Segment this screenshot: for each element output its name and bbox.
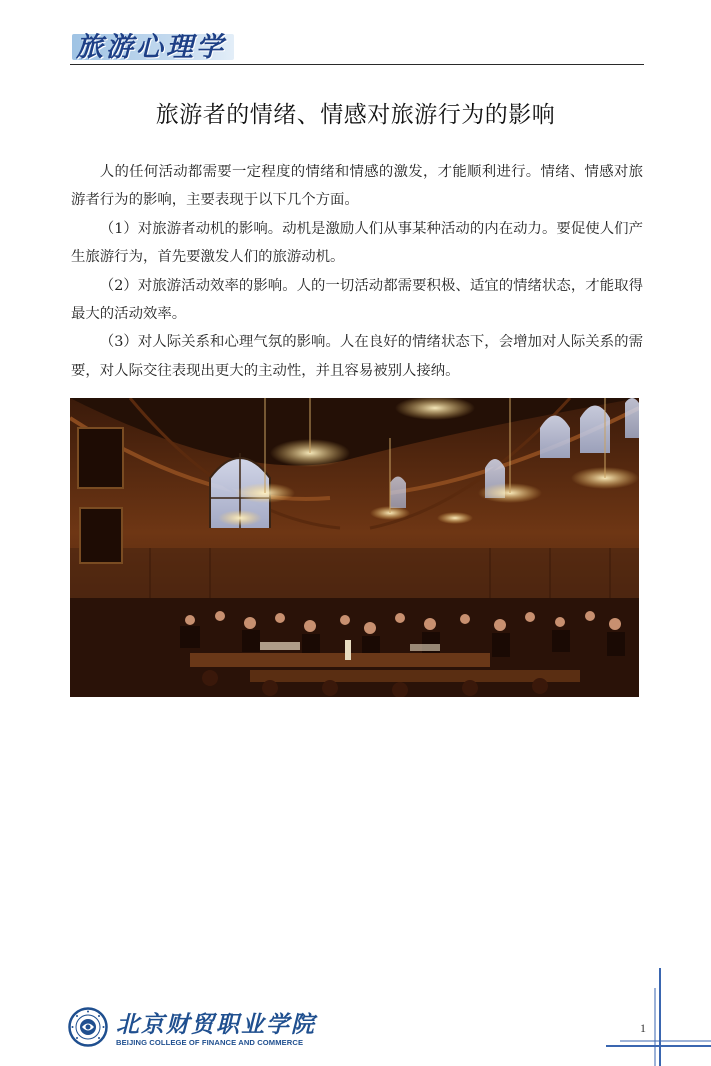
dining-hall-photo xyxy=(70,398,639,697)
college-seal-icon xyxy=(68,1007,108,1047)
page-corner-decoration xyxy=(600,968,711,1066)
page-number: 1 xyxy=(640,1021,646,1035)
course-title: 旅游心理学 xyxy=(76,32,226,63)
header-divider xyxy=(70,64,644,65)
college-name-chinese: 北京财贸职业学院 xyxy=(116,1011,316,1038)
paragraph-point-2: （2）对旅游活动效率的影响。人的一切活动都需要积极、适宜的情绪状态，才能取得最大的活动效率。 xyxy=(71,277,643,323)
document-title: 旅游者的情绪、情感对旅游行为的影响 xyxy=(155,102,556,128)
page-header xyxy=(70,22,644,66)
document-body xyxy=(71,158,643,385)
college-name-english: BEIJING COLLEGE OF FINANCE AND COMMERCE xyxy=(116,1038,304,1047)
dining-hall-illustration xyxy=(70,398,639,697)
paragraph-point-3: （3）对人际关系和心理气氛的影响。人在良好的情绪状态下，会增加对人际关系的需要，对人际交往表现出更大的主动性，并且容易被别人接纳。 xyxy=(71,334,643,379)
college-logo xyxy=(68,1006,328,1052)
paragraph-intro: 人的任何活动都需要一定程度的情绪和情感的激发，才能顺利进行。情绪、情感对旅游者行为的影响，主要表现于以下几个方面。 xyxy=(71,164,643,209)
paragraph-point-1: （1）对旅游者动机的影响。动机是激励人们从事某种活动的内在动力。要促使人们产生旅游行为，首先要激发人们的旅游动机。 xyxy=(71,220,643,266)
